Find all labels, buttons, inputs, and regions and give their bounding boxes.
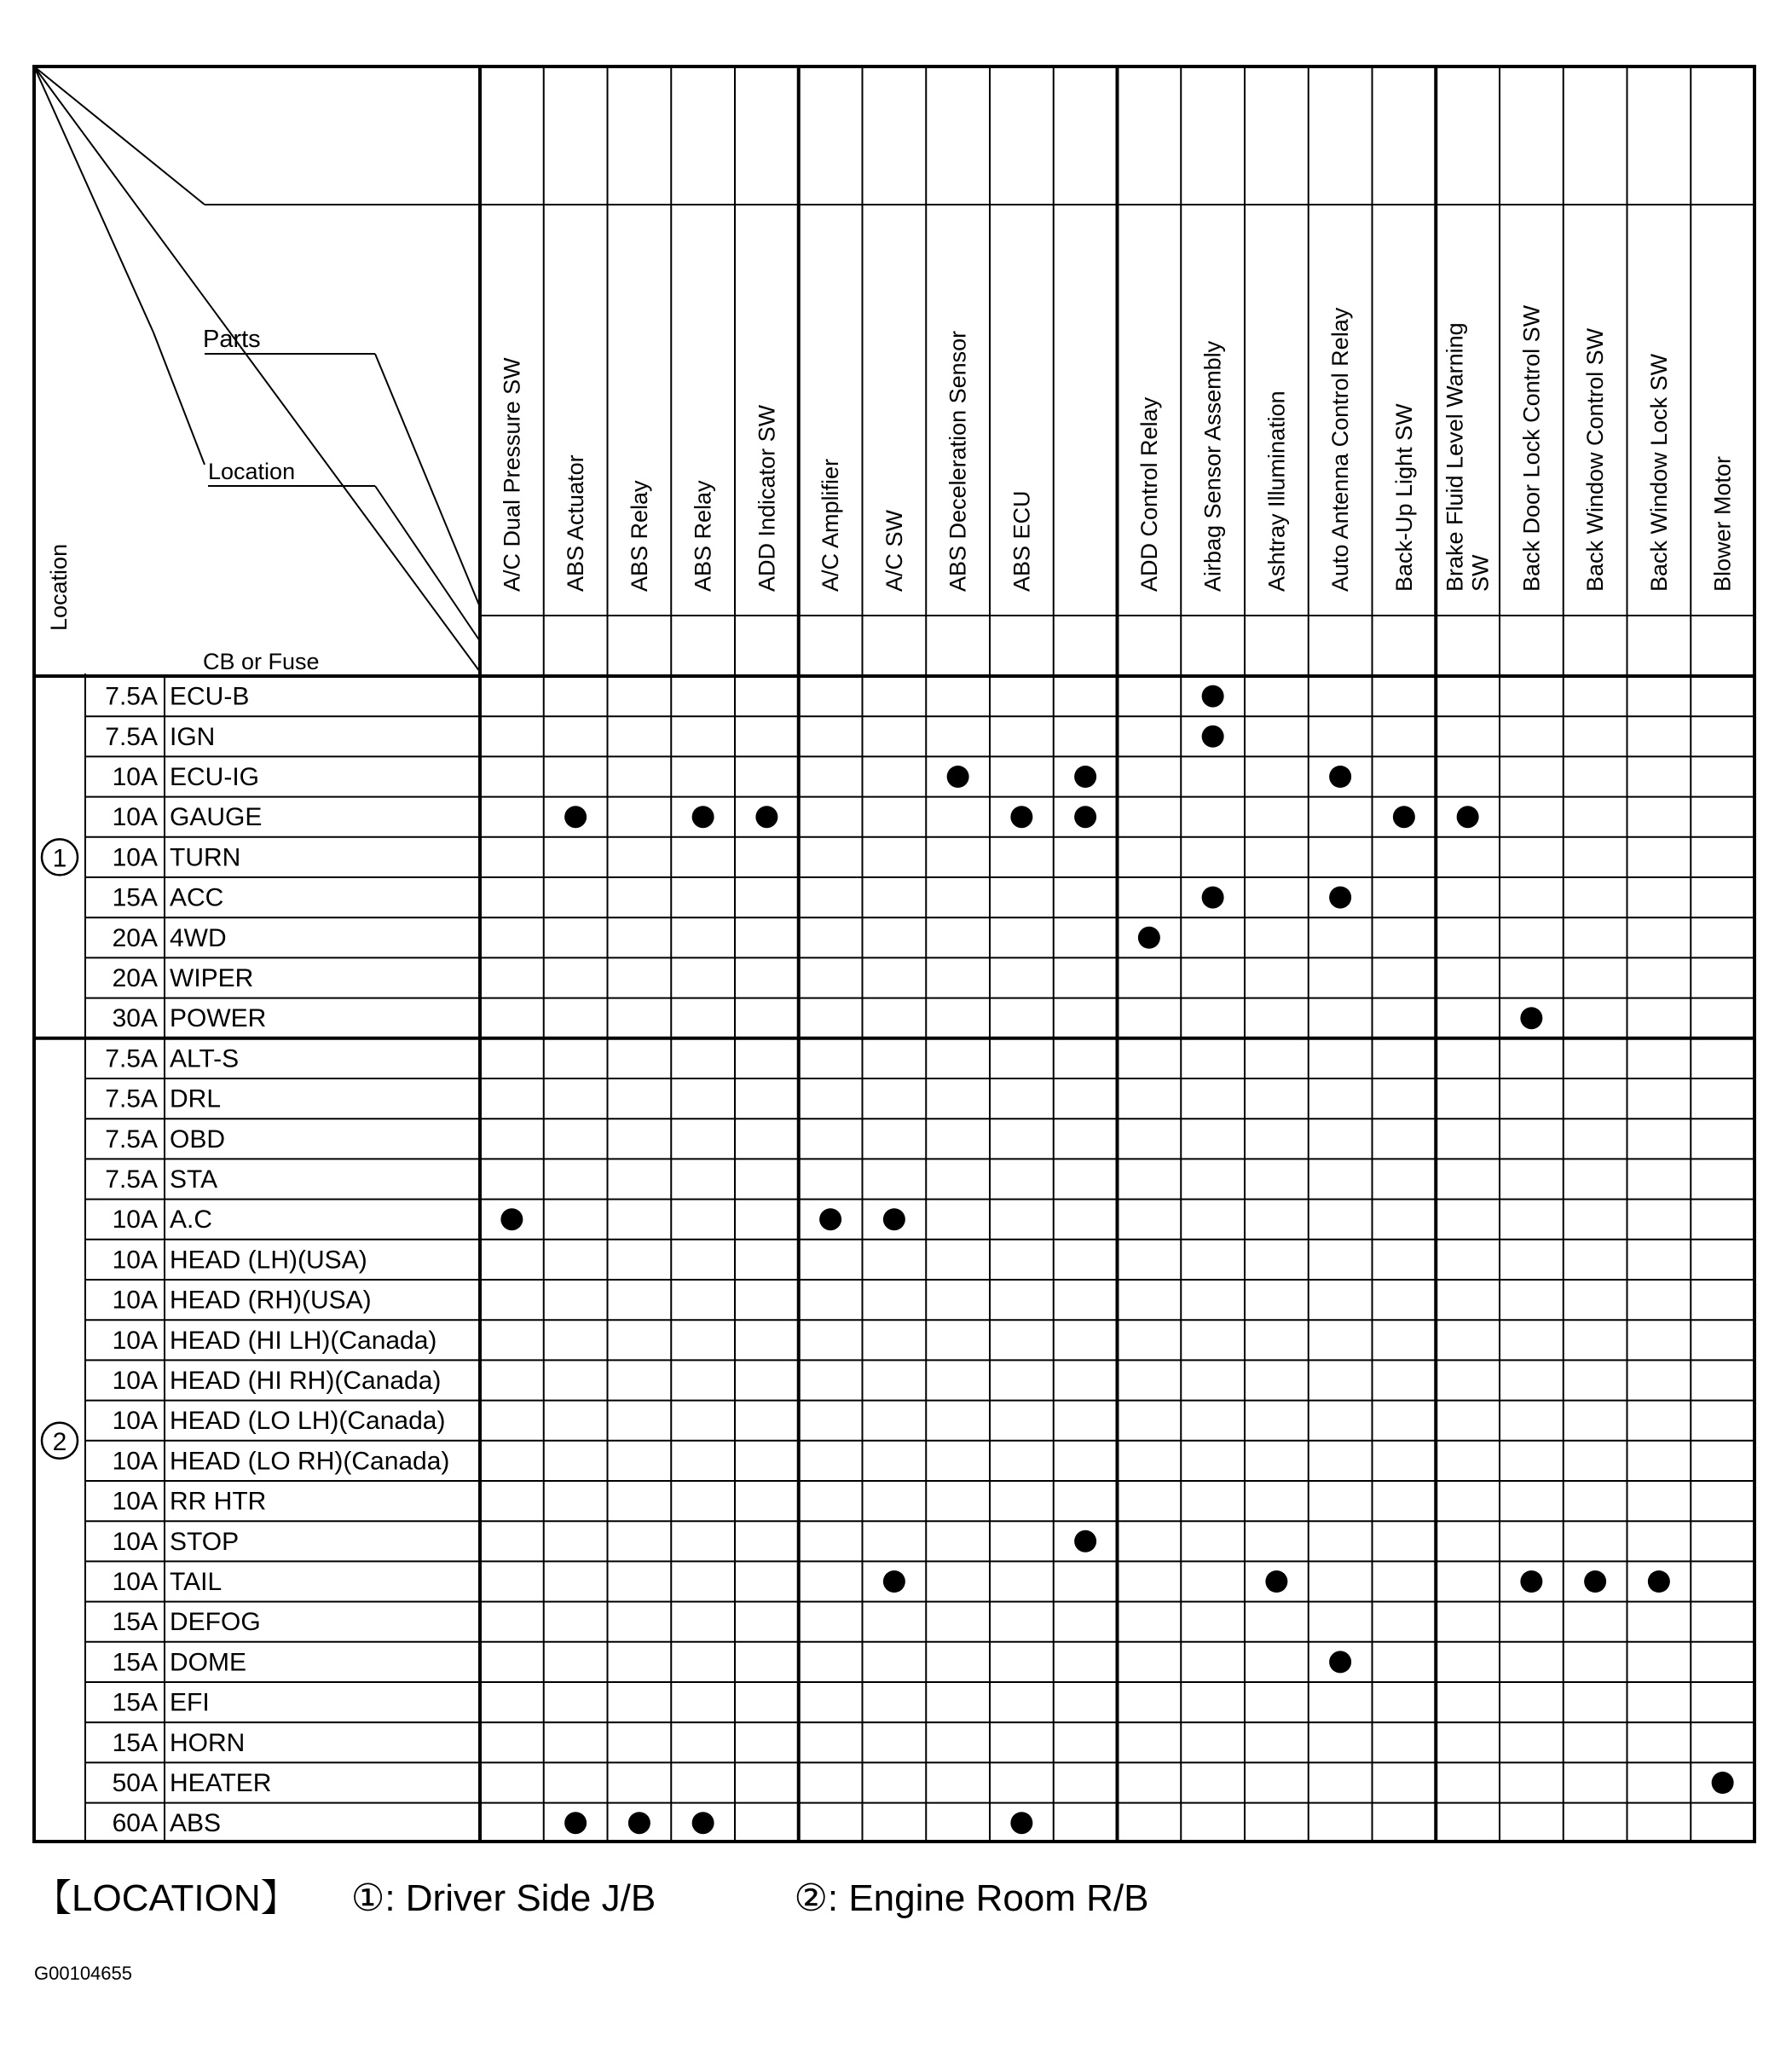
connection-dot [1329, 766, 1351, 788]
fuse-name: EFI [170, 1688, 210, 1717]
connection-dot [1074, 806, 1096, 828]
fuse-name: ECU-B [170, 682, 250, 711]
column-header-line: Blower Motor [1709, 455, 1736, 592]
column-header [563, 454, 588, 592]
fuse-amperage: 10A [112, 1206, 158, 1235]
fuse-name: OBD [170, 1125, 226, 1154]
fuse-amperage: 10A [112, 763, 158, 791]
fuse-name: DEFOG [170, 1608, 261, 1637]
location-legend-title: 【LOCATION】 [34, 1877, 298, 1919]
connection-dot [500, 1208, 523, 1230]
fuse-name: HEAD (HI LH)(Canada) [170, 1326, 437, 1355]
fuse-name: POWER [170, 1004, 267, 1033]
fuse-name: STA [170, 1165, 218, 1194]
header-diagonal [34, 66, 480, 672]
fuse-amperage: 20A [112, 964, 158, 992]
column-header [1518, 304, 1544, 592]
fuse-name: HEAD (RH)(USA) [170, 1286, 372, 1315]
column-header-line: A/C Dual Pressure SW [499, 357, 525, 592]
fuse-amperage: 10A [112, 1487, 158, 1516]
fuse-name: HEAD (LH)(USA) [170, 1246, 367, 1275]
connection-dot [1648, 1570, 1670, 1593]
fuse-name: ACC [170, 883, 224, 912]
column-header [1327, 307, 1353, 592]
column-header-line: Auto Antenna Control Relay [1327, 307, 1354, 592]
fuse-name: WIPER [170, 964, 254, 992]
fuse-amperage: 10A [112, 1326, 158, 1355]
fuse-name: HORN [170, 1728, 246, 1757]
fuse-name: TURN [170, 843, 241, 872]
connection-dot [883, 1208, 905, 1230]
header-lines [34, 66, 480, 676]
connection-dot [947, 766, 969, 788]
fuse-amperage: 10A [112, 1246, 158, 1275]
column-header [1646, 353, 1672, 592]
header-diagonal [34, 66, 205, 205]
column-header [945, 331, 971, 592]
fuse-name: DRL [170, 1084, 222, 1113]
column-header [818, 459, 843, 592]
connection-dot [1138, 927, 1160, 949]
connection-dot [1393, 806, 1415, 828]
connection-dot [1584, 1570, 1606, 1593]
column-header [1582, 327, 1608, 592]
location-legend [34, 1867, 1149, 1922]
column-header-line: A/C Amplifier [818, 458, 844, 592]
connection-dot [1010, 1812, 1032, 1834]
fuse-amperage: 60A [112, 1809, 158, 1838]
fuse-name: ABS [170, 1809, 222, 1838]
column-header-line: ADD Indicator SW [754, 404, 780, 592]
column-header-line: ABS Deceleration Sensor [945, 330, 971, 592]
fuse-amperage: 7.5A [105, 1165, 158, 1194]
fuse-rows [34, 683, 1754, 1838]
fuse-amperage: 20A [112, 923, 158, 952]
column-header-line: Back Door Lock Control SW [1518, 304, 1545, 592]
location-legend-2: ②: Engine Room R/B [794, 1877, 1149, 1919]
column-header-line: Back Window Lock SW [1645, 353, 1672, 592]
fuse-name: ALT-S [170, 1044, 240, 1073]
column-header-line: Airbag Sensor Assembly [1199, 340, 1226, 592]
connection-dot [1074, 766, 1096, 788]
location-number: 1 [52, 844, 67, 873]
connection-dot [819, 1208, 841, 1230]
connection-dot [692, 1812, 714, 1834]
column-header-line: ABS Relay [626, 480, 652, 592]
connection-dot [1265, 1570, 1287, 1593]
connection-dot [564, 1812, 587, 1834]
fuse-name: RR HTR [170, 1487, 267, 1516]
fuse-name: HEAD (HI RH)(Canada) [170, 1367, 442, 1395]
fuse-amperage: 15A [112, 1728, 158, 1757]
connection-dot [755, 806, 777, 828]
connection-dot [883, 1570, 905, 1593]
fuse-amperage: 7.5A [105, 1044, 158, 1073]
connection-dot [1329, 1651, 1351, 1673]
header-diagonal [375, 354, 480, 607]
fuse-amperage: 50A [112, 1769, 158, 1797]
fuse-amperage: 15A [112, 1688, 158, 1717]
column-header-line: Ashtray Illumination [1263, 390, 1290, 592]
fuse-amperage: 30A [112, 1004, 158, 1033]
fuse-amperage: 7.5A [105, 1125, 158, 1154]
column-header-line: ABS Actuator [563, 454, 589, 592]
column-header [1136, 396, 1162, 592]
fuse-name: ECU-IG [170, 763, 259, 791]
connection-dot [1202, 887, 1224, 909]
column-header-line: Brake Fluid Level Warning [1442, 322, 1468, 592]
column-header [1710, 456, 1736, 592]
fuse-amperage: 10A [112, 1286, 158, 1315]
column-header [754, 404, 779, 592]
column-header-line: ADD Control Relay [1136, 396, 1162, 592]
figure-id: G00104655 [34, 1963, 132, 1984]
connection-dot [1520, 1007, 1542, 1029]
column-header [882, 509, 907, 592]
fuse-amperage: 10A [112, 1527, 158, 1556]
fuse-name: HEAD (LO RH)(Canada) [170, 1447, 450, 1476]
connection-dot [1329, 887, 1351, 909]
column-header-line: ABS Relay [690, 480, 716, 592]
location-number: 2 [52, 1427, 67, 1456]
fuse-name: A.C [170, 1206, 213, 1235]
fuse-name: TAIL [170, 1568, 223, 1596]
fuse-amperage: 10A [112, 1568, 158, 1596]
parts-label: Parts [203, 326, 261, 353]
column-header [627, 480, 652, 592]
connection-dot [1074, 1530, 1096, 1553]
fuse-amperage: 15A [112, 1608, 158, 1637]
fuse-name: STOP [170, 1527, 240, 1556]
column-header [499, 357, 524, 592]
fuse-name: GAUGE [170, 803, 263, 832]
connection-dot [1202, 726, 1224, 748]
connection-dot [1520, 1570, 1542, 1593]
fuse-amperage: 10A [112, 1407, 158, 1436]
fuse-amperage: 15A [112, 883, 158, 912]
location-group-labels [42, 839, 78, 1458]
fuse-name: HEATER [170, 1769, 272, 1797]
column-header [1200, 340, 1226, 592]
fuse-amperage: 10A [112, 843, 158, 872]
cb-or-fuse-label: CB or Fuse [203, 649, 320, 674]
fuse-amperage: 7.5A [105, 682, 158, 711]
column-header-line: SW [1467, 554, 1494, 592]
location-column-label: Location [46, 543, 72, 631]
column-header [691, 480, 716, 592]
connection-dot [564, 806, 587, 828]
fuse-name: DOME [170, 1648, 246, 1677]
connection-dot [1457, 806, 1479, 828]
connection-dot [1712, 1772, 1734, 1794]
location-legend-1: ①: Driver Side J/B [350, 1877, 656, 1919]
fuse-amperage: 10A [112, 1367, 158, 1395]
fuse-name: 4WD [170, 923, 227, 952]
fuse-amperage: 15A [112, 1648, 158, 1677]
header-diagonal [375, 486, 480, 641]
column-header [1442, 322, 1494, 592]
location-label: Location [208, 459, 296, 484]
fuse-amperage: 7.5A [105, 1084, 158, 1113]
fuse-amperage: 7.5A [105, 722, 158, 751]
connection-dot [692, 806, 714, 828]
column-header [1009, 490, 1034, 592]
header-diagonal [34, 66, 153, 332]
header-text [46, 326, 320, 674]
connection-dot [1202, 685, 1224, 708]
column-header-line: Back-Up Light SW [1390, 403, 1417, 592]
fuse-name: HEAD (LO LH)(Canada) [170, 1407, 446, 1436]
header-diagonal [153, 332, 205, 465]
fuse-name: IGN [170, 722, 216, 751]
connection-dot [628, 1812, 650, 1834]
fuse-amperage: 10A [112, 803, 158, 832]
column-header-line: Back Window Control SW [1582, 327, 1609, 592]
connection-dot [1010, 806, 1032, 828]
column-header-line: ABS ECU [1009, 490, 1035, 592]
column-header [1263, 390, 1289, 592]
fuse-amperage: 10A [112, 1447, 158, 1476]
column-header-line: A/C SW [881, 509, 907, 592]
column-header [1391, 403, 1417, 592]
